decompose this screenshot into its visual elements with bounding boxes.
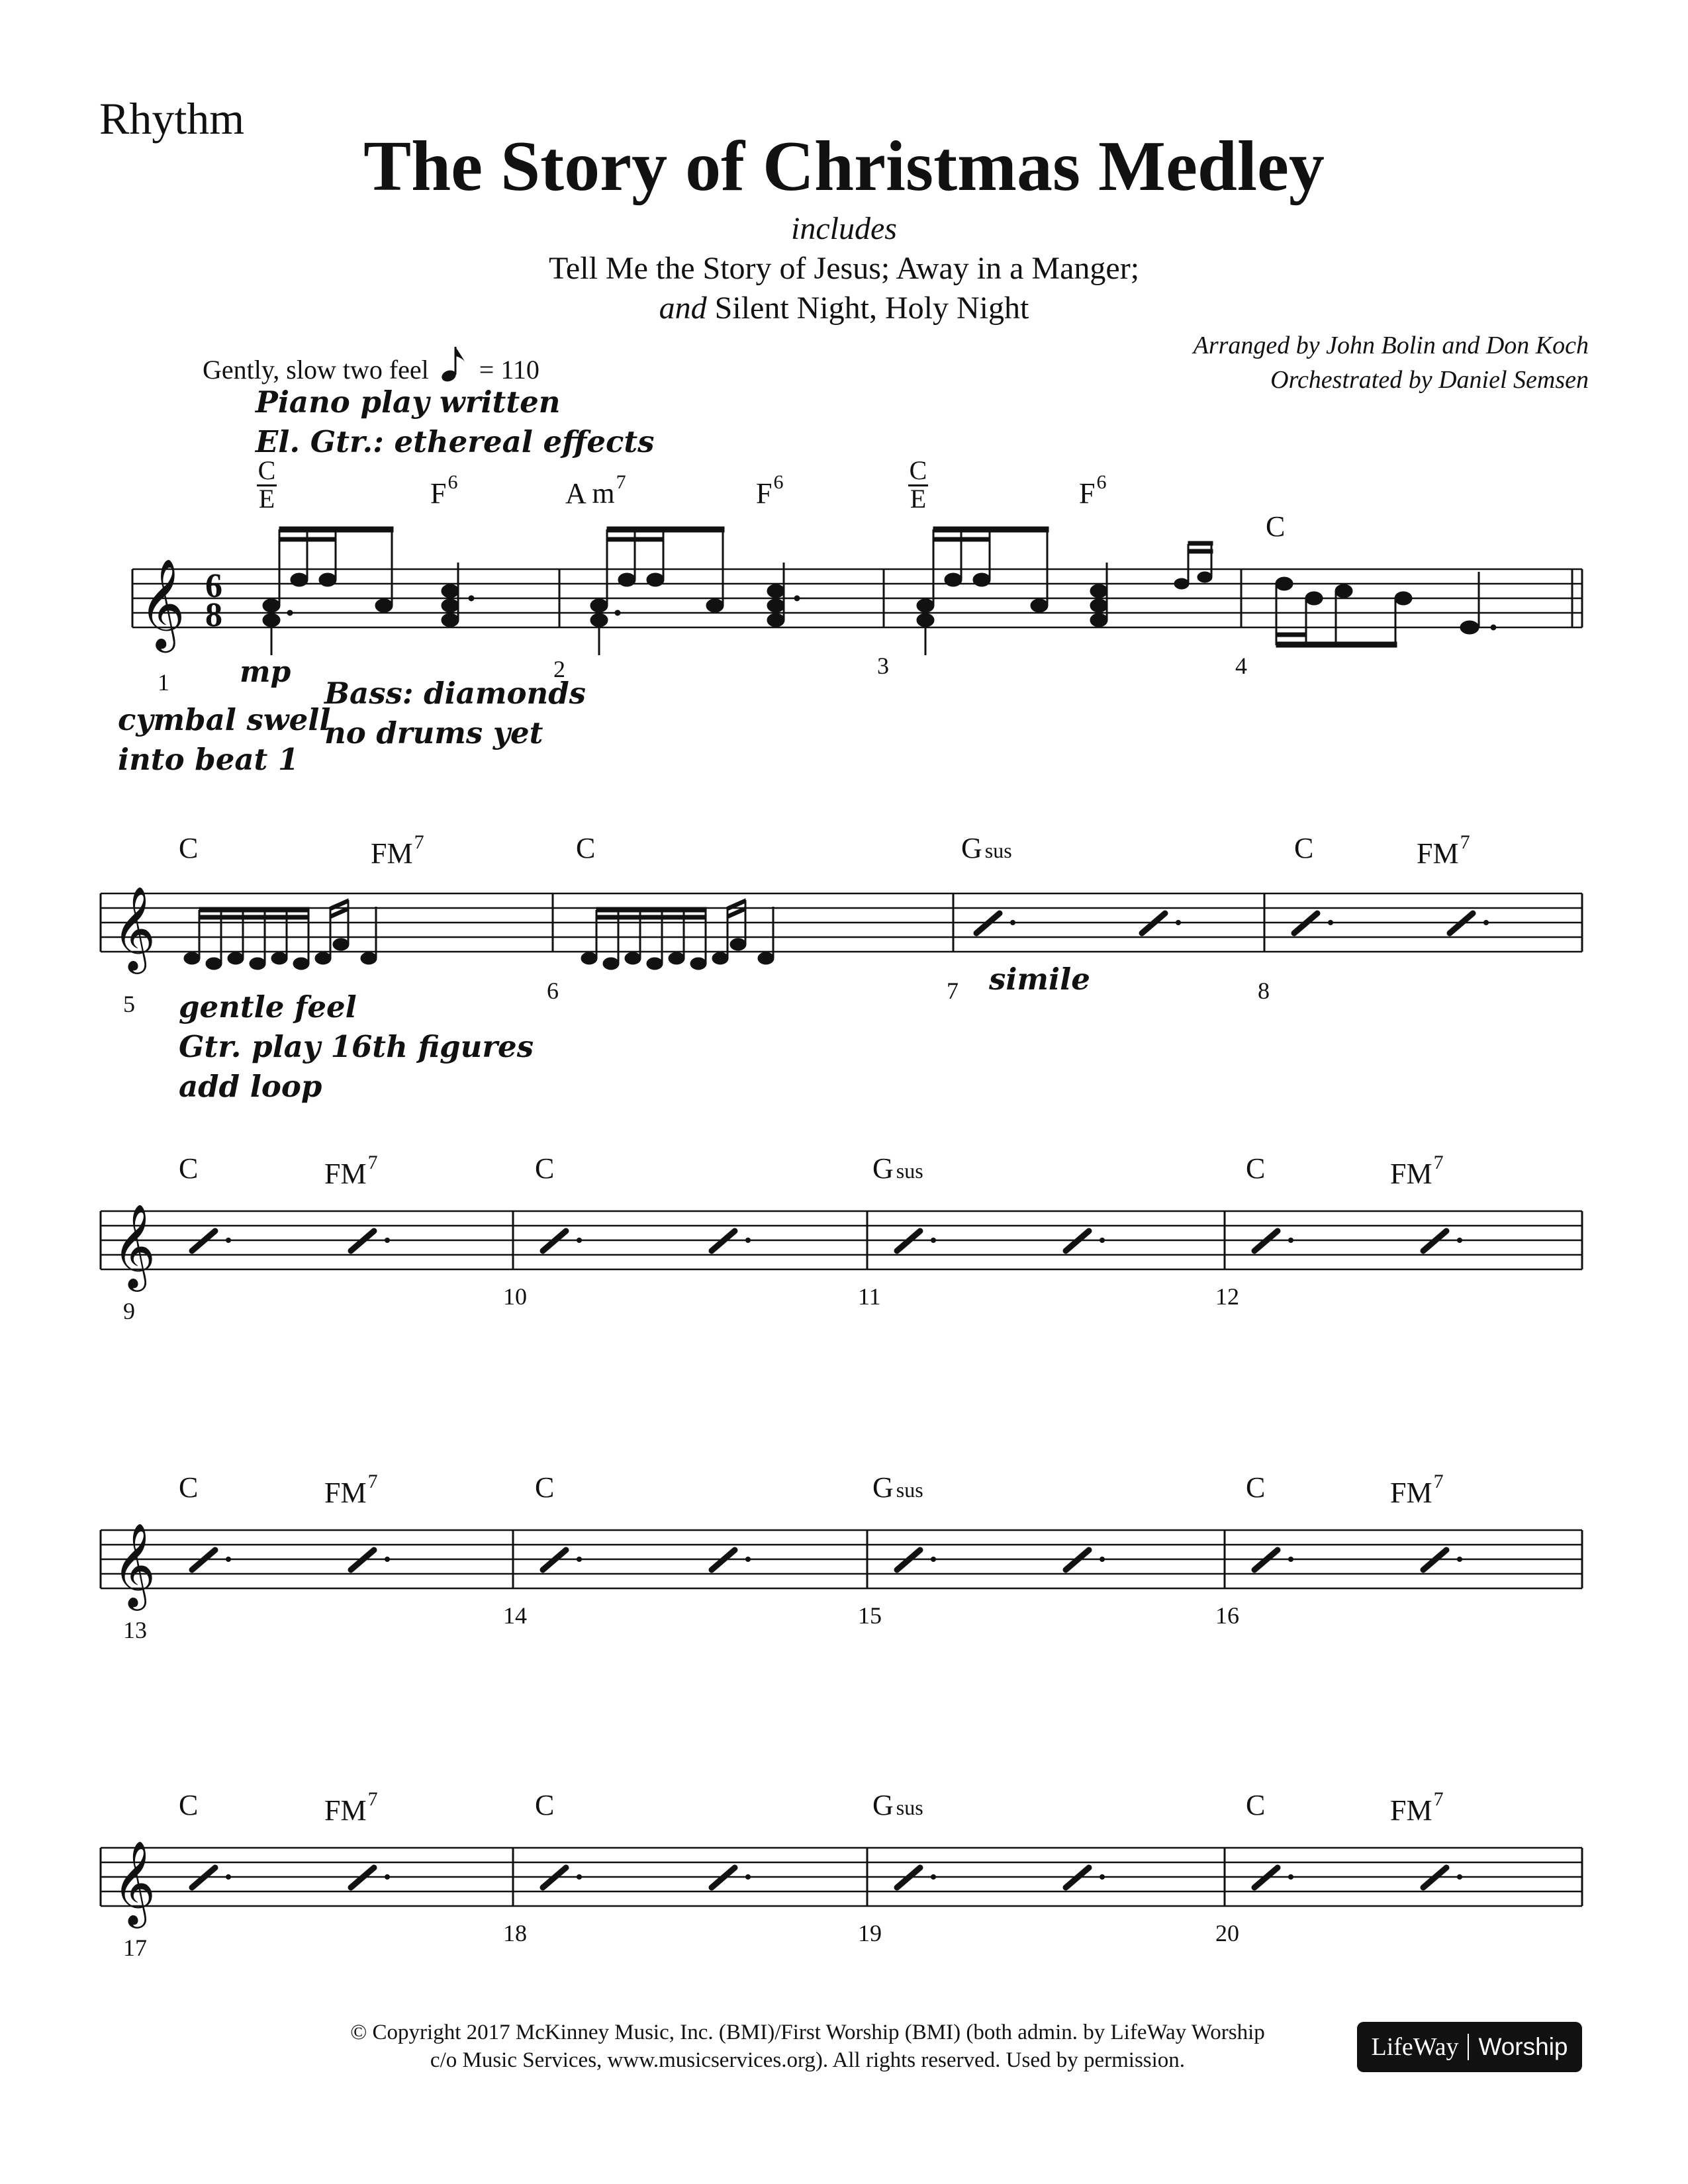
staff-system-2	[0, 880, 1688, 986]
chord-fmaj7: $FM^7$	[324, 1471, 378, 1509]
bass-instruction-2: no drums yet	[324, 715, 543, 751]
chord-c: C	[535, 1471, 555, 1504]
logo-worship: Worship	[1478, 2033, 1568, 2060]
chord-fmaj7: $FM^7$	[371, 831, 424, 870]
songs-line-2	[0, 290, 1688, 326]
measure-2-notes	[590, 527, 800, 655]
gentle-feel-instruction: gentle feel	[179, 989, 357, 1024]
bass-instruction-1: Bass: diamonds	[324, 676, 586, 711]
copyright-line-2: c/o Music Services, www.musicservices.org). All rights reserved. Used by permission.	[430, 2048, 1186, 2072]
chord-c: C	[1294, 832, 1314, 864]
measure-number-17: 17	[123, 1934, 147, 1961]
measure-number-8: 8	[1258, 978, 1270, 1004]
measure-number-9: 9	[123, 1298, 135, 1324]
tempo-marking	[203, 344, 539, 385]
guitar-instruction: El. Gtr.: ethereal effects	[256, 424, 655, 459]
chord-gsus: G sus	[872, 1471, 923, 1504]
treble-clef-icon: 𝄞	[139, 557, 185, 649]
piano-instruction: Piano play written	[256, 385, 561, 420]
staff-system-5	[0, 1835, 1688, 1940]
measure-number-2: 2	[553, 656, 565, 682]
simile-marking: simile	[989, 962, 1090, 997]
cymbal-instruction-1: cymbal swell	[118, 702, 331, 737]
lifeway-worship-logo	[1357, 2022, 1582, 2072]
chord-c: C	[535, 1789, 555, 1821]
logo-lifeway: LifeWay	[1371, 2033, 1459, 2061]
measure-number-10: 10	[503, 1283, 527, 1310]
chord-f6: $F^6$	[756, 471, 784, 510]
copyright-line-1: © Copyright 2017 McKinney Music, Inc. (BMI)/First Worship (BMI) (both admin. by LifeWay Worship	[350, 2021, 1265, 2044]
chord-gsus: G sus	[872, 1789, 923, 1821]
arranger-credit: Arranged by John Bolin and Don Koch	[1193, 332, 1589, 359]
chord-c: C	[576, 832, 596, 864]
chord-c: C	[1266, 510, 1286, 543]
measure-number-5: 5	[123, 991, 135, 1017]
treble-clef-icon: 𝄞	[113, 1522, 156, 1607]
measure-number-3: 3	[877, 653, 889, 679]
measure-6-notes	[581, 899, 774, 970]
chord-gsus: G sus	[872, 1152, 923, 1185]
measure-1-notes	[263, 527, 474, 655]
measure-number-13: 13	[123, 1617, 147, 1643]
measure-number-11: 11	[858, 1283, 881, 1310]
time-sig-bottom: 8	[205, 596, 222, 634]
chord-c: C	[1246, 1152, 1266, 1185]
staff-system-4	[0, 1517, 1688, 1623]
part-name: Rhythm	[99, 93, 245, 144]
and-word: and	[659, 291, 707, 326]
guitar-16th-instruction: Gtr. play 16th figures	[179, 1029, 534, 1064]
treble-clef-icon: 𝄞	[113, 886, 156, 970]
dynamic-mp: mp	[240, 655, 291, 689]
chord-c: C	[1246, 1471, 1266, 1504]
measure-number-19: 19	[858, 1920, 882, 1946]
chord-c: C	[1246, 1789, 1266, 1821]
add-loop-instruction: add loop	[179, 1069, 322, 1104]
songs-line-2-text: Silent Night, Holy Night	[714, 291, 1029, 326]
measure-number-14: 14	[503, 1602, 527, 1629]
chord-c-over-e: C E	[258, 455, 276, 514]
chord-c: C	[179, 1789, 199, 1821]
chord-fmaj7: $FM^7$	[1417, 831, 1470, 870]
measure-number-18: 18	[503, 1920, 527, 1946]
measure-number-20: 20	[1215, 1920, 1239, 1946]
chord-fmaj7: $FM^7$	[1390, 1152, 1444, 1190]
chord-c: C	[179, 1471, 199, 1504]
orchestrator-credit: Orchestrated by Daniel Semsen	[1270, 366, 1589, 394]
staff-system-3	[0, 1198, 1688, 1304]
chord-am7: A $m^7$	[565, 471, 626, 510]
chord-f6: $F^6$	[430, 471, 458, 510]
eighth-note-icon	[436, 344, 473, 384]
measure-number-16: 16	[1215, 1602, 1239, 1629]
copyright-notice	[265, 2019, 1350, 2074]
measure-number-7: 7	[947, 978, 959, 1004]
chord-c: C	[535, 1152, 555, 1185]
measure-number-6: 6	[547, 978, 559, 1004]
chord-gsus: G sus	[961, 832, 1012, 864]
chord-fmaj7: $FM^7$	[1390, 1471, 1444, 1509]
chord-fmaj7: $FM^7$	[324, 1152, 378, 1190]
tempo-bpm: = 110	[479, 355, 539, 385]
measure-number-1: 1	[158, 669, 169, 696]
measure-number-4: 4	[1235, 653, 1247, 679]
measure-number-12: 12	[1215, 1283, 1239, 1310]
cymbal-instruction-2: into beat 1	[118, 742, 299, 777]
chord-c-over-e: C E	[909, 455, 927, 514]
measure-5-notes	[184, 899, 377, 970]
chord-f6: $F^6$	[1079, 471, 1107, 510]
treble-clef-icon: 𝄞	[113, 1840, 156, 1925]
chord-fmaj7: $FM^7$	[1390, 1788, 1444, 1827]
page-title: The Story of Christmas Medley	[363, 127, 1325, 206]
time-sig-top: 6	[205, 567, 222, 605]
chord-c: C	[179, 1152, 199, 1185]
songs-line-1: Tell Me the Story of Jesus; Away in a Manger;	[548, 251, 1140, 286]
chord-fmaj7: $FM^7$	[324, 1788, 378, 1827]
chord-c: C	[179, 832, 199, 864]
measure-3-notes	[917, 527, 1213, 655]
treble-clef-icon: 𝄞	[113, 1203, 156, 1288]
measure-number-15: 15	[858, 1602, 882, 1629]
tempo-text: Gently, slow two feel	[203, 355, 429, 385]
includes-label: includes	[791, 211, 897, 246]
